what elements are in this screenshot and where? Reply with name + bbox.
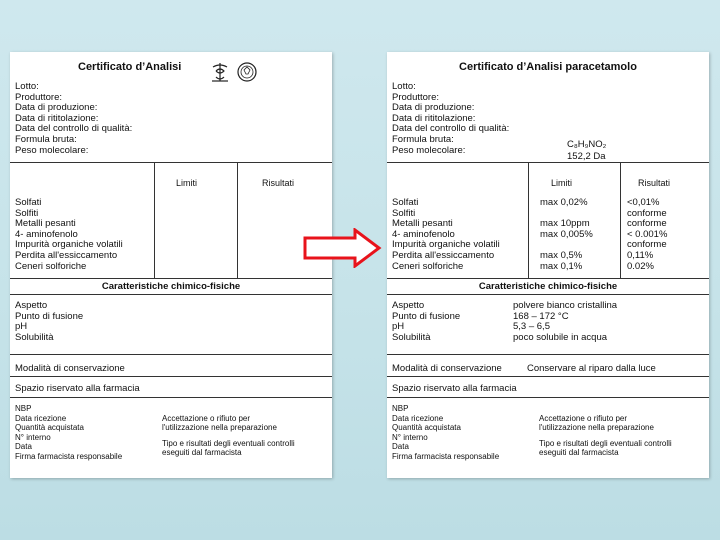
field-produttore: Produttore: bbox=[15, 91, 62, 103]
field-list bbox=[15, 82, 132, 156]
test-item: Ceneri solforiche bbox=[15, 260, 87, 272]
result-value: 0,11% bbox=[627, 249, 654, 261]
divider bbox=[10, 354, 332, 355]
field-data-controllo: Data del controllo di qualità: bbox=[392, 123, 510, 135]
nbp-block bbox=[392, 404, 499, 462]
nbp-line: Quantità acquistata bbox=[15, 423, 84, 433]
controls-line: eseguiti dal farmacista bbox=[162, 448, 242, 458]
chem-prop: Solubilità bbox=[15, 331, 54, 343]
test-item: Solfati bbox=[15, 197, 42, 208]
divider bbox=[154, 162, 155, 278]
result-value: conforme bbox=[627, 218, 667, 230]
nbp-line: Data bbox=[15, 442, 32, 452]
certificate-template bbox=[10, 52, 332, 478]
nbp-line: Data ricezione bbox=[15, 413, 67, 423]
certificate-title: Certificato d’Analisi bbox=[78, 61, 182, 73]
chem-prop: Solubilità bbox=[392, 331, 431, 343]
test-item: Impurità organiche volatili bbox=[392, 239, 500, 251]
chem-value: 168 – 172 °C bbox=[513, 310, 569, 322]
chem-prop: Aspetto bbox=[392, 300, 425, 311]
section-title-chem: Caratteristiche chimico-fisiche bbox=[101, 281, 241, 292]
nbp-line: NBP bbox=[392, 404, 409, 413]
limit-value: max 0,5% bbox=[540, 249, 583, 261]
divider bbox=[10, 294, 332, 295]
limit-value: max 0,005% bbox=[540, 228, 593, 240]
acceptance-block bbox=[539, 414, 654, 433]
test-item: Ceneri solforiche bbox=[392, 260, 464, 272]
molecular-weight-value: 152,2 Da bbox=[567, 151, 606, 162]
limit-value: max 0,1% bbox=[540, 260, 583, 272]
test-item: 4- aminofenolo bbox=[392, 228, 455, 240]
acceptance-line: l'utilizzazione nella preparazione bbox=[539, 423, 654, 433]
field-list bbox=[392, 82, 509, 156]
arrow-right-icon bbox=[303, 228, 383, 268]
acceptance-block bbox=[162, 414, 277, 433]
chem-prop: Aspetto bbox=[15, 300, 48, 311]
logo-group bbox=[208, 61, 260, 88]
formula-value: C₈H₉NO₂ bbox=[567, 139, 607, 150]
pharmacy-section-label: Spazio riservato alla farmacia bbox=[392, 383, 517, 394]
column-header-limits: Limiti bbox=[551, 178, 573, 188]
field-data-controllo: Data del controllo di qualità: bbox=[15, 123, 133, 135]
divider bbox=[10, 278, 332, 279]
nbp-line: Firma farmacista responsabile bbox=[15, 451, 123, 461]
storage-label: Modalità di conservazione bbox=[392, 363, 502, 374]
divider bbox=[387, 278, 709, 279]
field-data-produzione: Data di produzione: bbox=[392, 102, 475, 114]
chem-value: polvere bianco cristallina bbox=[513, 300, 618, 311]
nbp-line: Firma farmacista responsabile bbox=[392, 451, 500, 461]
nbp-line: Quantità acquistata bbox=[392, 423, 461, 433]
acceptance-line: Accettazione o rifiuto per bbox=[162, 414, 251, 423]
divider bbox=[387, 397, 709, 398]
storage-value: Conservare al riparo dalla luce bbox=[527, 363, 656, 374]
column-header-results: Risultati bbox=[262, 178, 295, 188]
seal-icon bbox=[238, 63, 256, 81]
pharmacy-section-label: Spazio riservato alla farmacia bbox=[15, 383, 140, 394]
test-list bbox=[392, 198, 500, 272]
caduceus-icon bbox=[212, 63, 228, 81]
field-produttore: Produttore: bbox=[392, 91, 439, 103]
limit-value: max 0,02% bbox=[540, 197, 588, 208]
controls-block bbox=[162, 439, 295, 458]
result-value: conforme bbox=[627, 207, 667, 219]
limits-list bbox=[540, 198, 593, 272]
divider bbox=[387, 354, 709, 355]
controls-line: Tipo e risultati degli eventuali controlli bbox=[162, 439, 295, 448]
certificate-paracetamol bbox=[387, 52, 709, 478]
test-list bbox=[15, 198, 123, 272]
controls-line: eseguiti dal farmacista bbox=[539, 448, 619, 458]
field-data-rititolazione: Data di rititolazione: bbox=[15, 112, 99, 124]
result-value: <0,01% bbox=[627, 197, 660, 208]
section-title-chem: Caratteristiche chimico-fisiche bbox=[478, 281, 618, 292]
test-item: Perdita all'essiccamento bbox=[15, 249, 118, 261]
limit-value: max 10ppm bbox=[540, 218, 590, 230]
controls-block bbox=[539, 439, 672, 458]
divider bbox=[620, 162, 621, 278]
divider bbox=[387, 294, 709, 295]
formula-values bbox=[567, 139, 606, 163]
chem-prop-list bbox=[392, 301, 460, 343]
test-item: Perdita all'essiccamento bbox=[392, 249, 495, 261]
storage-label: Modalità di conservazione bbox=[15, 363, 125, 374]
chem-value-list bbox=[513, 301, 617, 343]
test-item: Solfiti bbox=[392, 207, 416, 219]
field-formula: Formula bruta: bbox=[15, 133, 77, 145]
result-value: < 0.001% bbox=[627, 228, 668, 240]
test-item: 4- aminofenolo bbox=[15, 228, 78, 240]
chem-prop: pH bbox=[15, 321, 28, 333]
nbp-line: N° interno bbox=[15, 432, 51, 442]
test-item: Solfiti bbox=[15, 207, 39, 219]
test-item: Metalli pesanti bbox=[15, 218, 76, 230]
chem-prop: pH bbox=[392, 321, 405, 333]
result-value: 0.02% bbox=[627, 260, 654, 272]
field-peso: Peso molecolare: bbox=[15, 144, 89, 156]
field-lotto: Lotto: bbox=[15, 81, 39, 92]
chem-prop: Punto di fusione bbox=[392, 310, 461, 322]
divider bbox=[387, 162, 709, 163]
field-peso: Peso molecolare: bbox=[392, 144, 466, 156]
nbp-line: Data ricezione bbox=[392, 413, 444, 423]
column-header-results: Risultati bbox=[638, 178, 671, 188]
divider bbox=[237, 162, 238, 278]
nbp-line: Data bbox=[392, 442, 409, 452]
divider bbox=[10, 397, 332, 398]
chem-value: 5,3 – 6,5 bbox=[513, 321, 550, 333]
column-header-limits: Limiti bbox=[176, 178, 198, 188]
field-data-produzione: Data di produzione: bbox=[15, 102, 98, 114]
divider bbox=[387, 376, 709, 377]
field-data-rititolazione: Data di rititolazione: bbox=[392, 112, 476, 124]
field-lotto: Lotto: bbox=[392, 81, 416, 92]
divider bbox=[10, 162, 332, 163]
results-list bbox=[627, 198, 667, 272]
chem-prop: Punto di fusione bbox=[15, 310, 84, 322]
nbp-line: NBP bbox=[15, 404, 32, 413]
acceptance-line: Accettazione o rifiuto per bbox=[539, 414, 628, 423]
field-formula: Formula bruta: bbox=[392, 133, 454, 145]
certificate-title: Certificato d’Analisi paracetamolo bbox=[459, 61, 637, 73]
chem-value: poco solubile in acqua bbox=[513, 331, 608, 343]
chem-prop-list bbox=[15, 301, 83, 343]
divider bbox=[528, 162, 529, 278]
result-value: conforme bbox=[627, 239, 667, 251]
acceptance-line: l'utilizzazione nella preparazione bbox=[162, 423, 277, 433]
divider bbox=[10, 376, 332, 377]
test-item: Metalli pesanti bbox=[392, 218, 453, 230]
nbp-line: N° interno bbox=[392, 432, 428, 442]
controls-line: Tipo e risultati degli eventuali controlli bbox=[539, 439, 672, 448]
test-item: Solfati bbox=[392, 197, 419, 208]
nbp-block bbox=[15, 404, 122, 462]
test-item: Impurità organiche volatili bbox=[15, 239, 123, 251]
